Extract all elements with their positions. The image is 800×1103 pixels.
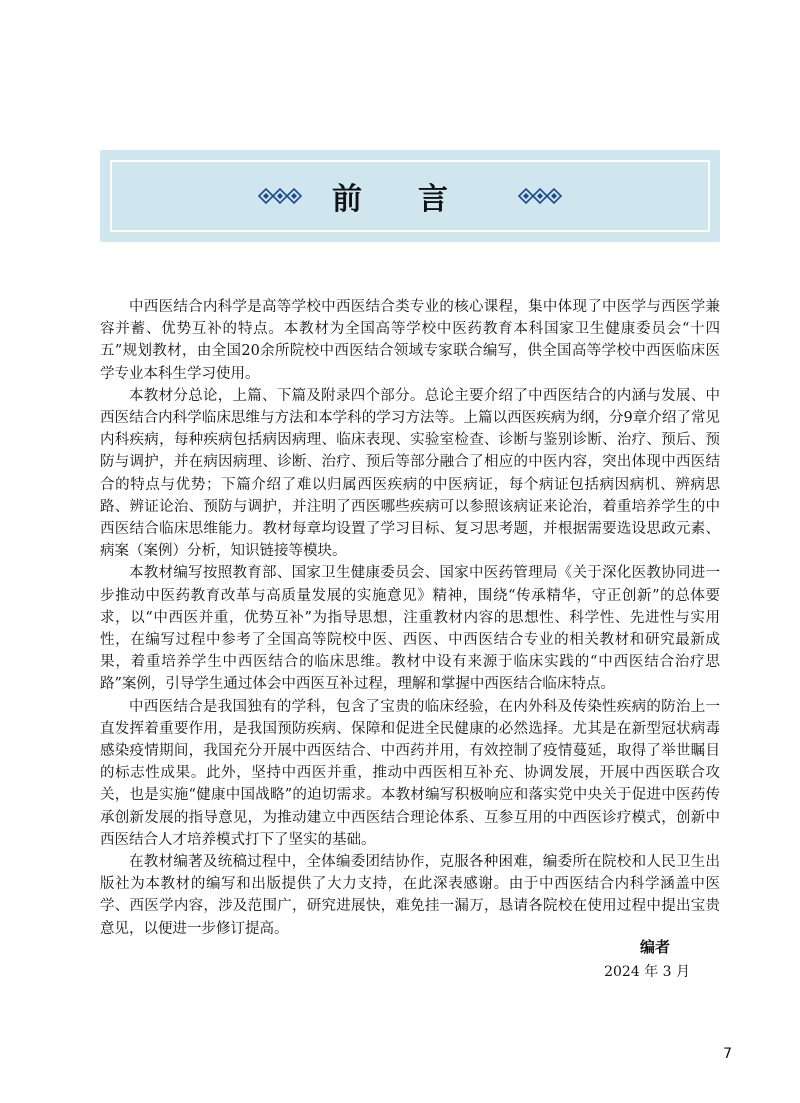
page-title: 前言 (332, 182, 504, 217)
preface-body (100, 296, 720, 940)
diamond-ornament-right-icon (518, 187, 562, 205)
signature: 编者 (639, 938, 670, 956)
diamond-ornament-left-icon (258, 187, 302, 205)
date: 2024 年 3 月 (604, 964, 690, 980)
paragraph-4: 中西医结合是我国独有的学科，包含了宝贵的临床经验，在内外科及传染性疾病的防治上一直发挥着重要作用，是我国预防疾病、保障和促进全民健康的必然选择。尤其是在新型冠状病毒感染疫情期间，我国充分开展中西医结合、中西药并用，有效控制了疫情蔓延，取得了举世瞩目的标志性成果。此外，坚持中西医并重，推动中西医相互补充、协调发展，开展中西医联合攻关，也是实施“健康中国战略”的迫切需求。本教材编写积极响应和落实党中央关于促进中医药传承创新发展的指导意见，为推动建立中西医结合理论体系、互参互用的中西医诊疗模式，创新中西医结合人才培养模式打下了坚实的基础。 (100, 698, 720, 848)
paragraph-2: 本教材分总论，上篇、下篇及附录四个部分。总论主要介绍了中西医结合的内涵与发展、中西医结合内科学临床思维与方法和本学科的学习方法等。上篇以西医疾病为纲，分9章介绍了常见内科疾病，每种疾病包括病因病理、临床表现、实验室检查、诊断与鉴别诊断、治疗、预后、预防与调护，并在病因病理、诊断、治疗、预后等部分融合了相应的中医内容，突出体现中西医结合的特点与优势；下篇介绍了难以归属西医疾病的中医病证，每个病证包括病因病机、辨病思路、辨证论治、预防与调护，并注明了西医哪些疾病可以参照该病证来论治，着重培养学生的中西医结合临床思维能力。教材每章均设置了学习目标、复习思考题，并根据需要选设思政元素、病案（案例）分析，知识链接等模块。 (100, 387, 720, 560)
title-banner (100, 150, 720, 242)
banner-content (100, 150, 720, 242)
paragraph-3: 本教材编写按照教育部、国家卫生健康委员会、国家中医药管理局《关于深化医教协同进一步推动中医药教育改革与高质量发展的实施意见》精神，围绕“传承精华，守正创新”的总体要求，以“中西医并重，优势互补”为指导思想，注重教材内容的思想性、科学性、先进性与实用性，在编写过程中参考了全国高等院校中医、西医、中西医结合专业的相关教材和研究最新成果，着重培养学生中西医结合的临床思维。教材中设有来源于临床实践的“中西医结合治疗思路”案例，引导学生通过体会中西医互补过程，理解和掌握中西医结合临床特点。 (100, 565, 720, 693)
page-number: 7 (723, 1046, 732, 1062)
paragraph-1: 中西医结合内科学是高等学校中西医结合类专业的核心课程，集中体现了中医学与西医学兼容并蓄、优势互补的特点。本教材为全国高等学校中医药教育本科国家卫生健康委员会“十四五”规划教材，由全国20余所院校中西医结合领域专家联合编写，供全国高等学校中西医临床医学专业本科生学习使用。 (100, 299, 720, 382)
paragraph-5: 在教材编著及统稿过程中，全体编委团结协作，克服各种困难，编委所在院校和人民卫生出版社为本教材的编写和出版提供了大力支持，在此深表感谢。由于中西医结合内科学涵盖中医学、西医学内容，涉及范围广，研究进展快，难免挂一漏万，恳请各院校在使用过程中提出宝贵意见，以便进一步修订提高。 (100, 854, 720, 937)
